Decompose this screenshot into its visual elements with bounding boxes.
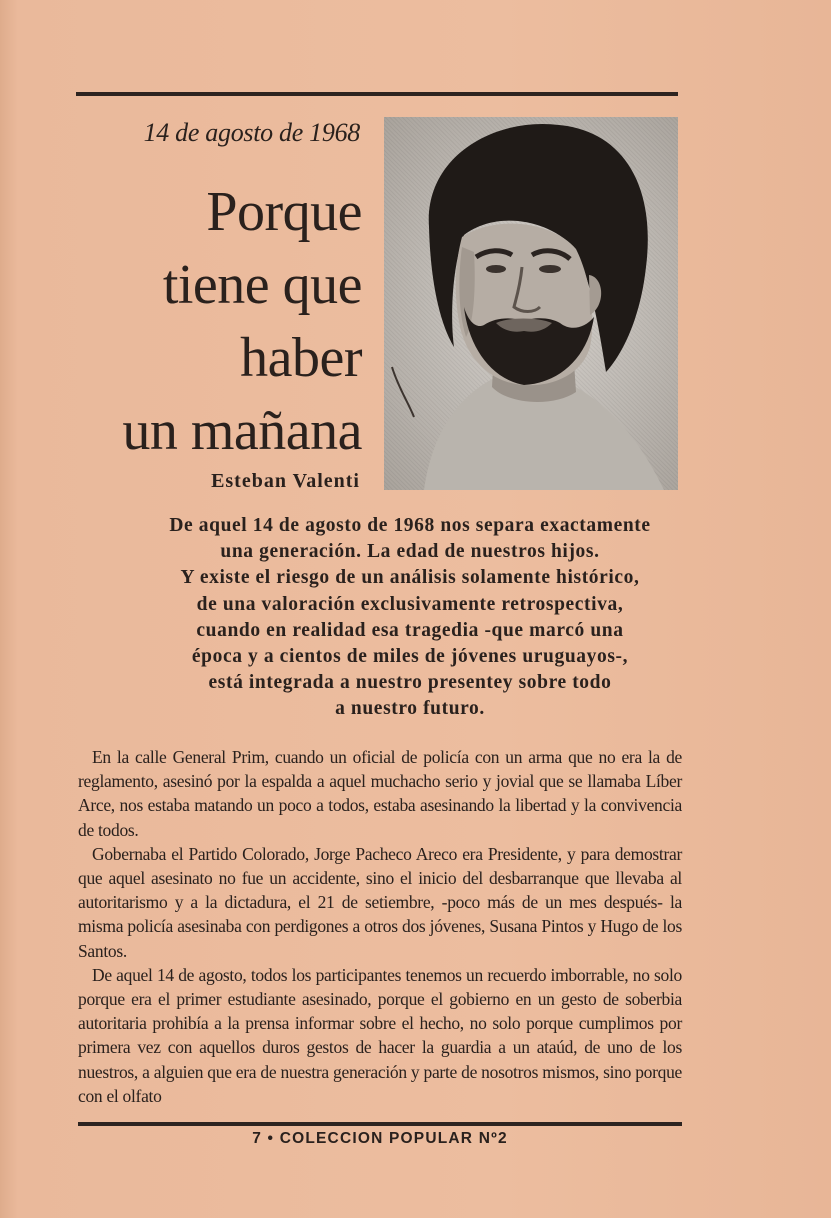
title-line: un mañana (122, 400, 362, 462)
author-name: Esteban Valenti (211, 470, 360, 492)
lead-line: está integrada a nuestro presentey sobre todo (208, 672, 612, 694)
lead-line: De aquel 14 de agosto de 1968 nos separa exactamente (169, 515, 651, 536)
body-paragraph: Gobernaba el Partido Colorado, Jorge Pacheco Areco era Presidente, y para demostrar que aquel asesinato no fue un accidente, sino el inicio del desbarranque que llevaba al autoritarismo y a la dictadura, el 21 de setiembre, -poco más de un mes después- la misma policía asesinaba con perdigones a otros dos jóvenes, Susana Pintos y Hugo de los Santos. (78, 843, 682, 961)
article-body (78, 745, 682, 1108)
lead-line: a nuestro futuro. (335, 698, 485, 720)
lead-paragraph (80, 513, 740, 723)
lead-line: de una valoración exclusivamente retrospectiva, (196, 593, 624, 615)
article-date: 14 de agosto de 1968 (143, 118, 360, 147)
title-line: Porque (206, 181, 362, 243)
body-paragraph: En la calle General Prim, cuando un oficial de policía con un arma que no era la de reglamento, asesinó por la espalda a aquel muchacho serio y jovial que se llamaba Líber Arce, nos estaba matando un poco a todos, estaba asesinando la libertad y la convivencia de todos. (78, 747, 682, 840)
page-footer: 7 • COLECCION POPULAR Nº2 (252, 1130, 508, 1147)
title-line: haber (240, 327, 362, 389)
body-paragraph: De aquel 14 de agosto, todos los participantes tenemos un recuerdo imborrable, no solo porque era el primer estudiante asesinado, porque el gobierno en un gesto de soberbia autoritaria prohibía a la prensa informar sobre el hecho, no solo porque cumplimos por primera vez con aquellos duros gestos de hacer la guardia a un ataúd, de uno de los nuestros, a alguien que era de nuestra generación y parte de nosotros mismos, sino porque con el olfato (78, 964, 682, 1106)
title-line: tiene que (162, 254, 362, 316)
portrait-illustration (384, 117, 678, 490)
top-rule (76, 92, 678, 96)
portrait-photo (384, 117, 678, 490)
article-title (60, 176, 362, 468)
lead-line: una generación. La edad de nuestros hijos. (220, 541, 600, 563)
lead-line: cuando en realidad esa tragedia -que marcó una (196, 619, 624, 641)
lead-line: Y existe el riesgo de un análisis solamente histórico, (180, 567, 640, 589)
bottom-rule (78, 1122, 682, 1126)
lead-line: época y a cientos de miles de jóvenes uruguayos-, (191, 646, 629, 668)
